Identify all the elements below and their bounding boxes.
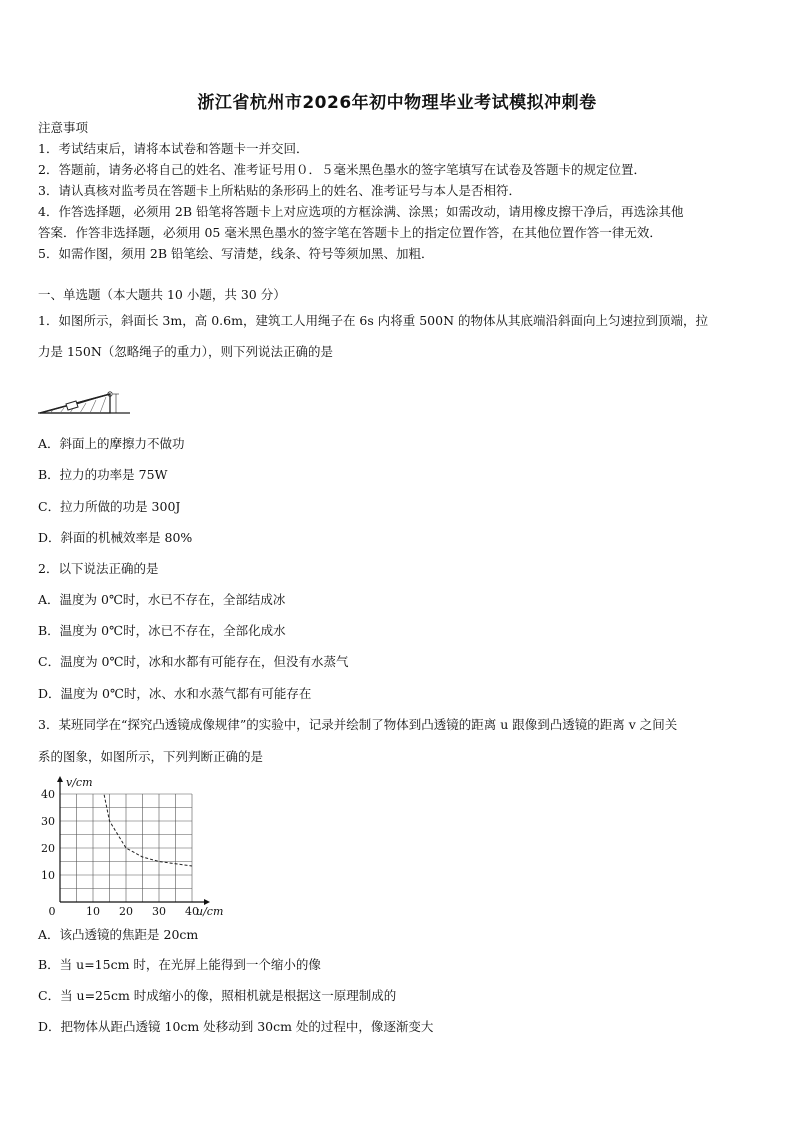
q3-option-a: A．该凸透镜的焦距是 20cm xyxy=(38,927,199,942)
x-tick-label: 30 xyxy=(152,905,166,918)
q3-option-c: C．当 u=25cm 时成缩小的像，照相机就是根据这一原理制成的 xyxy=(38,988,397,1003)
x-tick-label: 0 xyxy=(48,905,56,918)
q2-option-a: A．温度为 0℃时，水已不存在，全部结成冰 xyxy=(38,592,286,607)
notice-item-4-cont: 答案．作答非选择题，必须用 05 毫米黑色墨水的签字笔在答题卡上的指定位置作答，在其他位置作答一律无效． xyxy=(38,225,662,240)
y-tick-label: 30 xyxy=(41,815,55,828)
notice-item-2: 2．答题前，请务必将自己的姓名、准考证号用０．５毫米黑色墨水的签字笔填写在试卷及答题卡的规定位置． xyxy=(38,162,646,177)
y-axis-arrow xyxy=(57,776,63,782)
y-tick-label: 40 xyxy=(41,788,55,801)
notice-heading: 注意事项 xyxy=(38,120,89,135)
x-tick-label: 10 xyxy=(86,905,100,918)
notice-item-4: 4．作答选择题，必须用 2B 铅笔将答题卡上对应选项的方框涂满、涂黑；如需改动，请用橡皮擦干净后，再选涂其他 xyxy=(38,204,684,219)
uv-graph xyxy=(30,770,224,920)
x-axis-label: u/cm xyxy=(196,905,224,918)
q1-stem-line2: 力是 150N（忽略绳子的重力），则下列说法正确的是 xyxy=(38,344,334,359)
notice-item-1: 1．考试结束后，请将本试卷和答题卡一并交回． xyxy=(38,141,309,156)
q1-option-a: A．斜面上的摩擦力不做功 xyxy=(38,436,185,451)
q1-stem-line1: 1．如图所示，斜面长 3m，高 0.6m，建筑工人用绳子在 6s 内将重 500N 的物体从其底端沿斜面向上匀速拉到顶端，拉 xyxy=(38,313,708,328)
notice-item-5: 5．如需作图，须用 2B 铅笔绘、写清楚，线条、符号等须加黑、加粗． xyxy=(38,246,434,261)
x-tick-label: 20 xyxy=(119,905,133,918)
q2-option-c: C．温度为 0℃时，冰和水都有可能存在，但没有水蒸气 xyxy=(38,654,349,669)
page-title: 浙江省杭州市2026年初中物理毕业考试模拟冲刺卷 xyxy=(197,93,597,113)
y-tick-label: 10 xyxy=(41,869,55,882)
q2-option-b: B．温度为 0℃时，冰已不存在，全部化成水 xyxy=(38,623,286,638)
y-axis-label: v/cm xyxy=(66,776,93,789)
q3-stem-line1: 3．某班同学在“探究凸透镜成像规律”的实验中，记录并绘制了物体到凸透镜的距离 u 跟像到凸透镜的距离 v 之间关 xyxy=(38,717,678,732)
x-tick-label: 40 xyxy=(185,905,199,918)
notice-item-3: 3．请认真核对监考员在答题卡上所粘贴的条形码上的姓名、准考证号与本人是否相符． xyxy=(38,183,521,198)
q2-option-d: D．温度为 0℃时，冰、水和水蒸气都有可能存在 xyxy=(38,686,312,701)
q3-option-b: B．当 u=15cm 时，在光屏上能得到一个缩小的像 xyxy=(38,957,321,972)
q1-option-b: B．拉力的功率是 75W xyxy=(38,467,168,482)
section-heading: 一、单选题（本大题共 10 小题，共 30 分） xyxy=(38,287,286,302)
q1-option-d: D．斜面的机械效率是 80% xyxy=(38,530,193,545)
q3-stem-line2: 系的图象，如图所示，下列判断正确的是 xyxy=(38,749,264,764)
q3-option-d: D．把物体从距凸透镜 10cm 处移动到 30cm 处的过程中，像逐渐变大 xyxy=(38,1019,434,1034)
q2-stem: 2．以下说法正确的是 xyxy=(38,561,159,576)
q1-option-c: C．拉力所做的功是 300J xyxy=(38,499,181,514)
y-tick-label: 20 xyxy=(41,842,55,855)
incline-figure xyxy=(38,372,138,416)
